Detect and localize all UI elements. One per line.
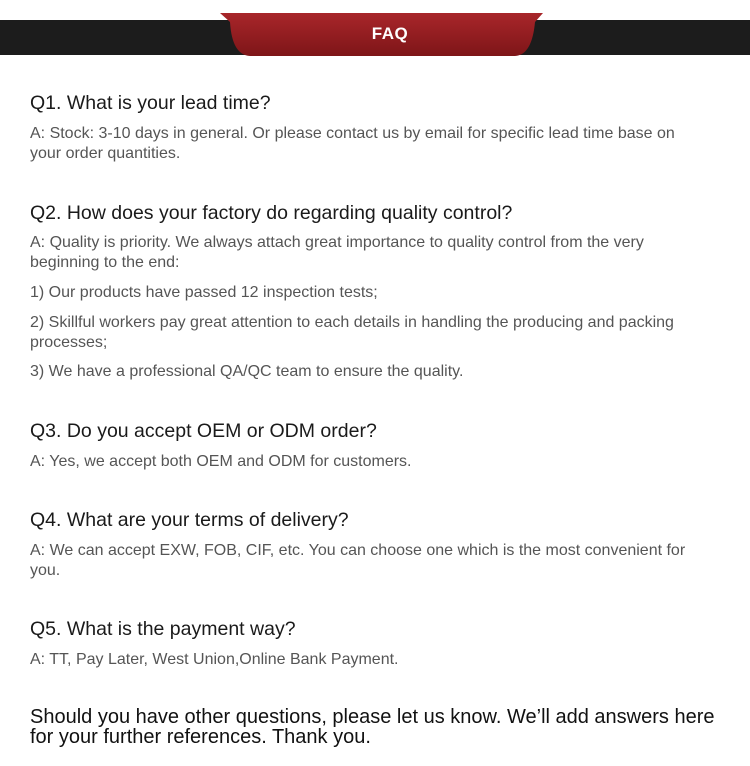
faq-point: 3) We have a professional QA/QC team to ensure the quality.	[30, 363, 464, 380]
faq-point: 2) Skillful workers pay great attention to each details in handling the producing and packing processes;	[30, 314, 674, 351]
faq-question: Q4. What are your terms of delivery?	[30, 509, 349, 531]
faq-question: Q2. How does your factory do regarding quality control?	[30, 202, 513, 224]
faq-answer: A: Stock: 3-10 days in general. Or please contact us by email for specific lead time base on your order quantities.	[30, 125, 675, 162]
faq-question: Q3. Do you accept OEM or ODM order?	[30, 420, 377, 442]
faq-answer: A: Yes, we accept both OEM and ODM for customers.	[30, 453, 412, 470]
faq-title: FAQ	[371, 24, 409, 43]
faq-answer: A: Quality is priority. We always attach great importance to quality control from the very beginning to the end:	[30, 234, 644, 271]
faq-answer: A: TT, Pay Later, West Union,Online Bank Payment.	[30, 651, 399, 668]
closing-note: Should you have other questions, please let us know. We’ll add answers here for your further references. Thank you.	[30, 706, 715, 748]
faq-answer: A: We can accept EXW, FOB, CIF, etc. You can choose one which is the most convenient for you.	[30, 542, 686, 579]
faq-question: Q5. What is the payment way?	[30, 618, 296, 640]
faq-point: 1) Our products have passed 12 inspection tests;	[30, 284, 378, 301]
faq-question: Q1. What is your lead time?	[30, 92, 271, 114]
